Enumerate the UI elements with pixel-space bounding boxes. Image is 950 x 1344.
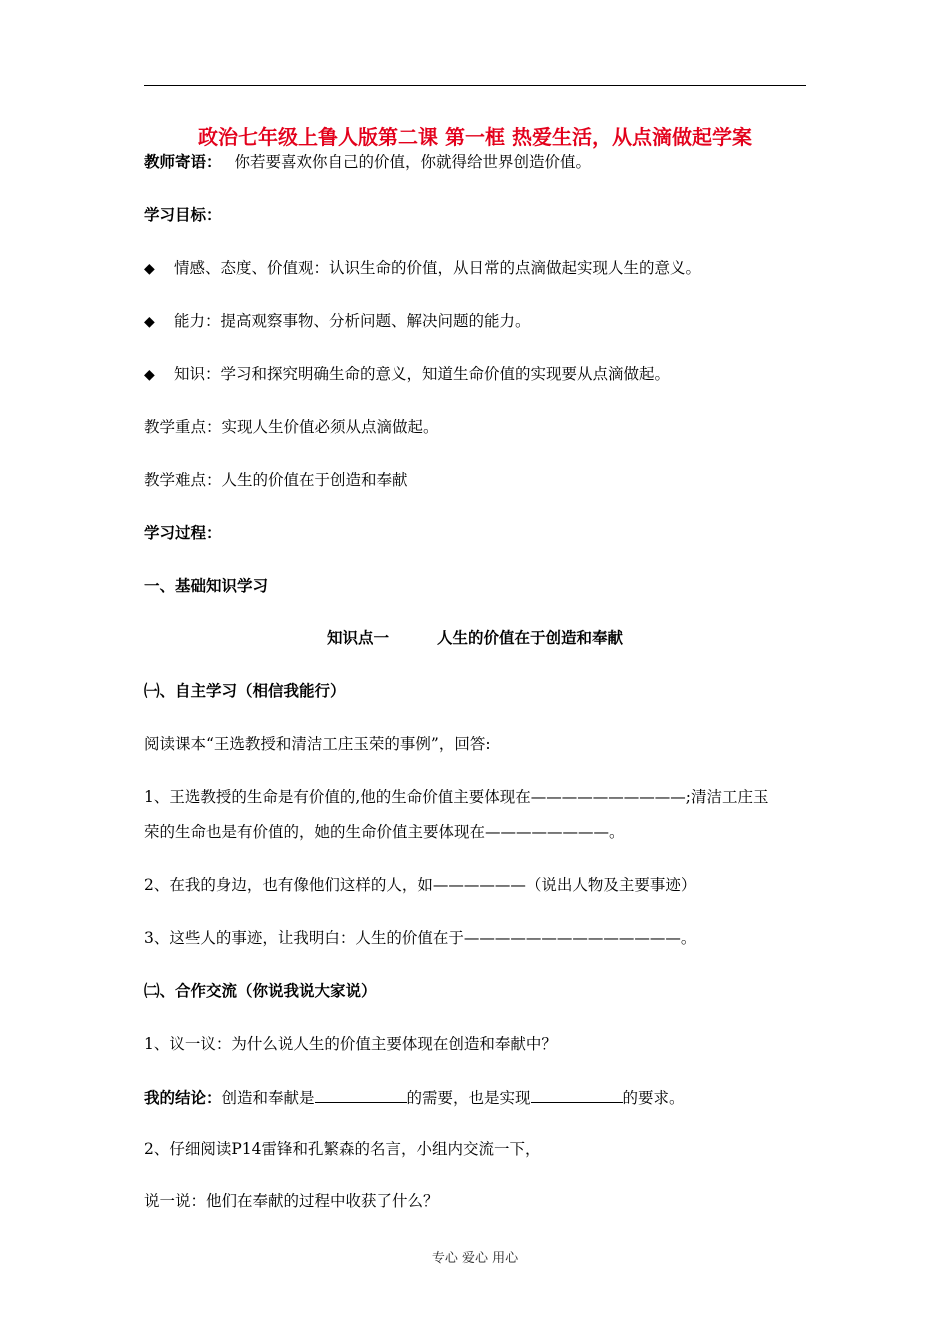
conclusion-part-1: 创造和奉献是 — [221, 1089, 315, 1107]
answer-blank[interactable] — [315, 1086, 407, 1103]
diamond-bullet-icon: ◆ — [144, 261, 155, 277]
difficult-point: 教学难点：人生的价值在于创造和奉献 — [144, 471, 408, 489]
question-1-line-1: 1、王选教授的生命是有价值的,他的生命价值主要体现在——————————;清洁工庄玉 — [144, 788, 769, 806]
conclusion-line — [144, 1086, 685, 1108]
conclusion-part-3: 的要求。 — [622, 1089, 685, 1107]
objectives-heading: 学习目标： — [144, 206, 222, 224]
knowledge-point-label: 知识点一 — [326, 629, 389, 647]
objective-item — [144, 364, 670, 385]
teacher-message-label: 教师寄语： — [144, 153, 222, 171]
objective-text: 能力：提高观察事物、分析问题、解决问题的能力。 — [174, 312, 531, 330]
subsection-heading: ㈠、自主学习（相信我能行） — [144, 682, 346, 700]
objective-text: 知识：学习和探究明确生命的意义，知道生命价值的实现要从点滴做起。 — [174, 365, 671, 383]
objective-item — [144, 311, 531, 332]
answer-blank[interactable] — [531, 1086, 623, 1103]
knowledge-point-heading — [0, 628, 950, 648]
discussion-question-2: 2、仔细阅读P14雷锋和孔繁森的名言，小组内交流一下， — [144, 1140, 541, 1158]
question-3: 3、这些人的事迹，让我明白：人生的价值在于——————————————。 — [144, 929, 697, 947]
discussion-question-1: 1、议一议：为什么说人生的价值主要体现在创造和奉献中？ — [144, 1035, 557, 1053]
question-1-line-2: 荣的生命也是有价值的，她的生命价值主要体现在————————。 — [144, 823, 625, 841]
question-2: 2、在我的身边，也有像他们这样的人，如——————（说出人物及主要事迹） — [144, 876, 697, 894]
section-heading: 一、基础知识学习 — [144, 577, 269, 595]
header-rule — [144, 85, 806, 86]
page-title: 政治七年级上鲁人版第二课 第一框 热爱生活，从点滴做起学案 — [198, 125, 752, 149]
diamond-bullet-icon: ◆ — [144, 367, 155, 383]
page-footer: 专心 爱心 用心 — [431, 1251, 519, 1266]
conclusion-part-2: 的需要，也是实现 — [406, 1089, 531, 1107]
diamond-bullet-icon: ◆ — [144, 314, 155, 330]
teacher-message-text: 你若要喜欢你自己的价值，你就得给世界创造价值。 — [234, 153, 591, 171]
reading-instruction: 阅读课本“王选教授和清洁工庄玉荣的事例”，回答: — [144, 735, 491, 753]
subsection-heading: ㈡、合作交流（你说我说大家说） — [144, 982, 377, 1000]
conclusion-label: 我的结论： — [144, 1089, 222, 1107]
objective-text: 情感、态度、价值观：认识生命的价值，从日常的点滴做起实现人生的意义。 — [174, 259, 702, 277]
key-point: 教学重点：实现人生价值必须从点滴做起。 — [144, 418, 439, 436]
process-heading: 学习过程： — [144, 524, 222, 542]
teacher-message — [144, 152, 591, 172]
knowledge-point-text: 人生的价值在于创造和奉献 — [437, 629, 624, 647]
objective-item — [144, 258, 701, 279]
say-question: 说一说：他们在奉献的过程中收获了什么？ — [144, 1192, 439, 1210]
